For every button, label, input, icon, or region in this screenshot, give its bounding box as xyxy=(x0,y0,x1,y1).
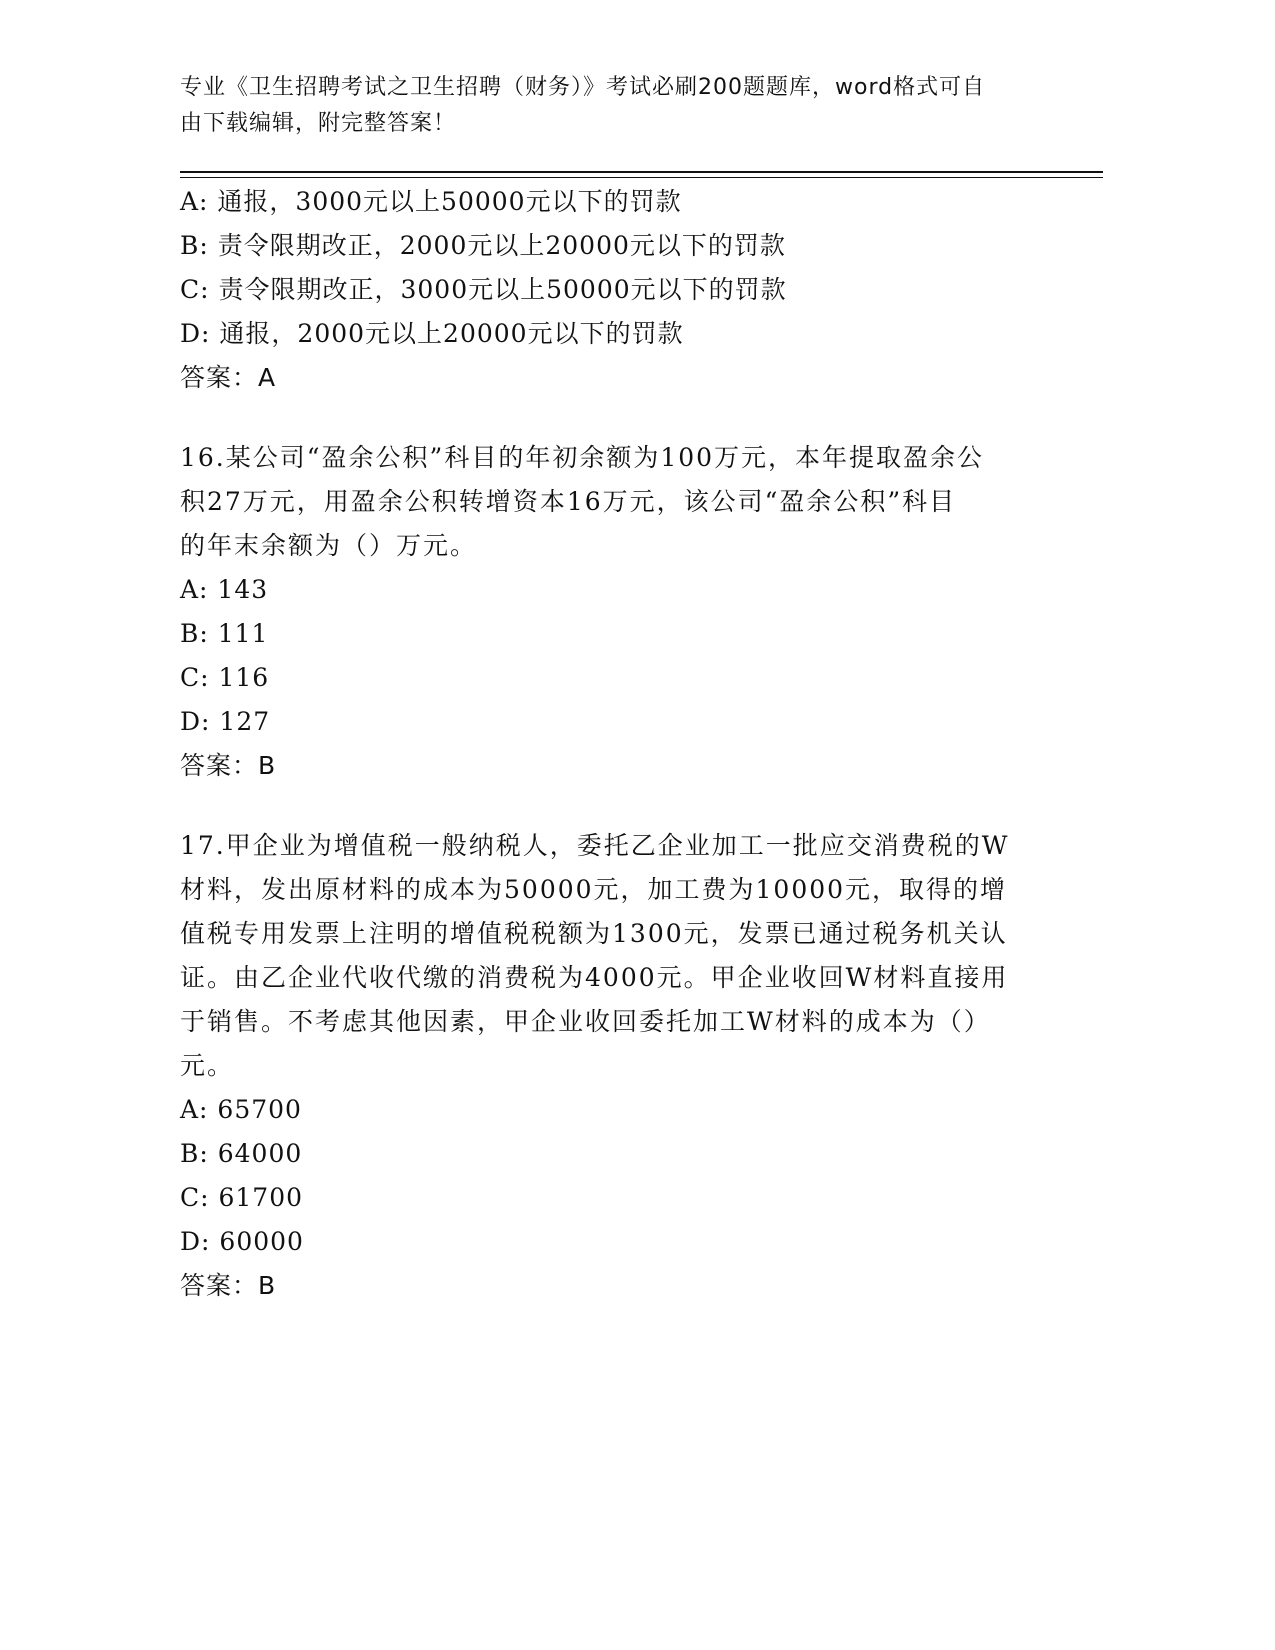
question-text xyxy=(180,824,1040,1088)
question-15-tail xyxy=(180,180,1060,400)
option-b: B: 111 xyxy=(180,619,269,648)
option-d: D: 60000 xyxy=(180,1227,304,1256)
header-divider-thin xyxy=(180,177,1103,178)
option-a: A: 65700 xyxy=(180,1095,302,1124)
question-line: 证。由乙企业代收代缴的消费税为4000元。甲企业收回W材料直接用 xyxy=(180,963,1009,992)
spacer xyxy=(180,788,1060,824)
option-a: A: 通报，3000元以上50000元以下的罚款 xyxy=(180,187,682,216)
option-c: C: 116 xyxy=(180,663,270,692)
answer-line: 答案：B xyxy=(180,751,277,780)
question-line: 元。 xyxy=(180,1051,235,1080)
question-16 xyxy=(180,436,1060,788)
question-line: 16.某公司“盈余公积”科目的年初余额为100万元，本年提取盈余公 xyxy=(180,443,985,472)
option-b: B: 64000 xyxy=(180,1139,303,1168)
question-line: 值税专用发票上注明的增值税税额为1300元，发票已通过税务机关认 xyxy=(180,919,1008,948)
question-line: 于销售。不考虑其他因素，甲企业收回委托加工W材料的成本为（） xyxy=(180,1007,991,1036)
question-text xyxy=(180,436,1040,568)
answer-line: 答案：A xyxy=(180,363,277,392)
spacer xyxy=(180,400,1060,436)
question-17 xyxy=(180,824,1060,1308)
question-line: 17.甲企业为增值税一般纳税人，委托乙企业加工一批应交消费税的W xyxy=(180,831,1010,860)
option-d: D: 通报，2000元以上20000元以下的罚款 xyxy=(180,319,684,348)
option-d: D: 127 xyxy=(180,707,271,736)
header-line-2: 由下载编辑，附完整答案！ xyxy=(180,111,457,136)
document-header xyxy=(180,70,1040,142)
question-line: 积27万元，用盈余公积转增资本16万元，该公司“盈余公积”科目 xyxy=(180,487,957,516)
question-line: 材料，发出原材料的成本为50000元，加工费为10000元，取得的增 xyxy=(180,875,1008,904)
document-body xyxy=(180,180,1060,1308)
option-a: A: 143 xyxy=(180,575,269,604)
option-c: C: 责令限期改正，3000元以上50000元以下的罚款 xyxy=(180,275,787,304)
question-line: 的年末余额为（）万元。 xyxy=(180,531,478,560)
option-b: B: 责令限期改正，2000元以上20000元以下的罚款 xyxy=(180,231,786,260)
header-divider-thick xyxy=(180,171,1103,173)
answer-line: 答案：B xyxy=(180,1271,277,1300)
header-line-1: 专业《卫生招聘考试之卫生招聘（财务）》考试必刷200题题库，word格式可自 xyxy=(180,75,986,100)
option-c: C: 61700 xyxy=(180,1183,304,1212)
